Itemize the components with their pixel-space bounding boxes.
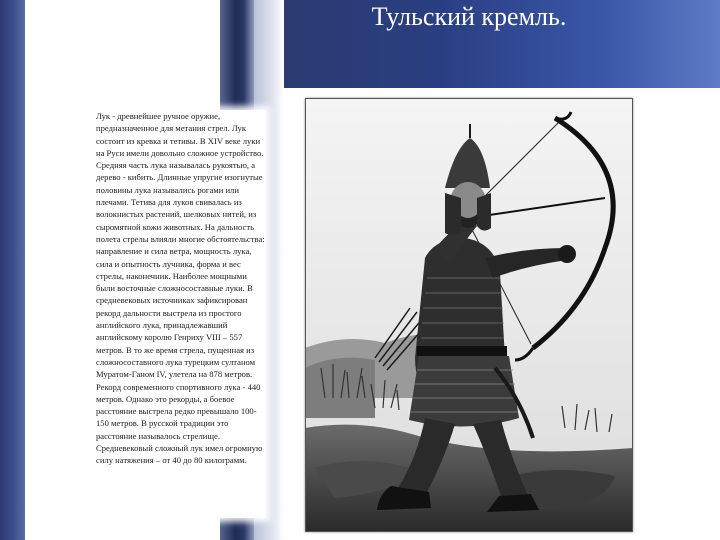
archer-image bbox=[305, 98, 633, 532]
slide-title: Тульский кремль. bbox=[371, 2, 567, 31]
body-text: Лук - древнейшее ручное оружие, предназначенное для метания стрел. Лук состоит из кревка и тетивы. В XIV веке луки на Руси имели довольно сложное устройство. Средняя часть лука называлась рукоятью, а дерево - кибить. Длинные упругие изогнутые половины лука назывались рогами или плечами. Тетива для луков свивалась из волокнистых растений, шелковых нитей, из сыромятной кожи животных. На дальность полета стрелы влияли многие обстоятельства: направление и сила ветра, мощность лука, сила и опытность лучника, форма и вес стрелы, наконечник. Наиболее мощными были восточные сложносоставные луки. В средневековых источниках зафиксирован рекорд дальности выстрела из простого английского лука, принадлежавший английскому королю Генриху VIII – 557 метров. В то же время стрела, пущенная из сложносоставного лука турецким султаном Муратом-Ганом IV, улетела на 878 метров. Рекорд современного спортивного лука - 440 метров. Однако это рекорды, а боевое расстояние выстрела редко превышало 100-150 метров. В русской традиции это расстояние называлось стрелище. Средневековый сложный лук имел огромную силу натяжения – от 40 до 80 килограмм. bbox=[96, 111, 265, 466]
archer-illustration bbox=[305, 98, 633, 532]
left-decor-bar bbox=[0, 0, 25, 540]
text-panel bbox=[96, 110, 266, 518]
